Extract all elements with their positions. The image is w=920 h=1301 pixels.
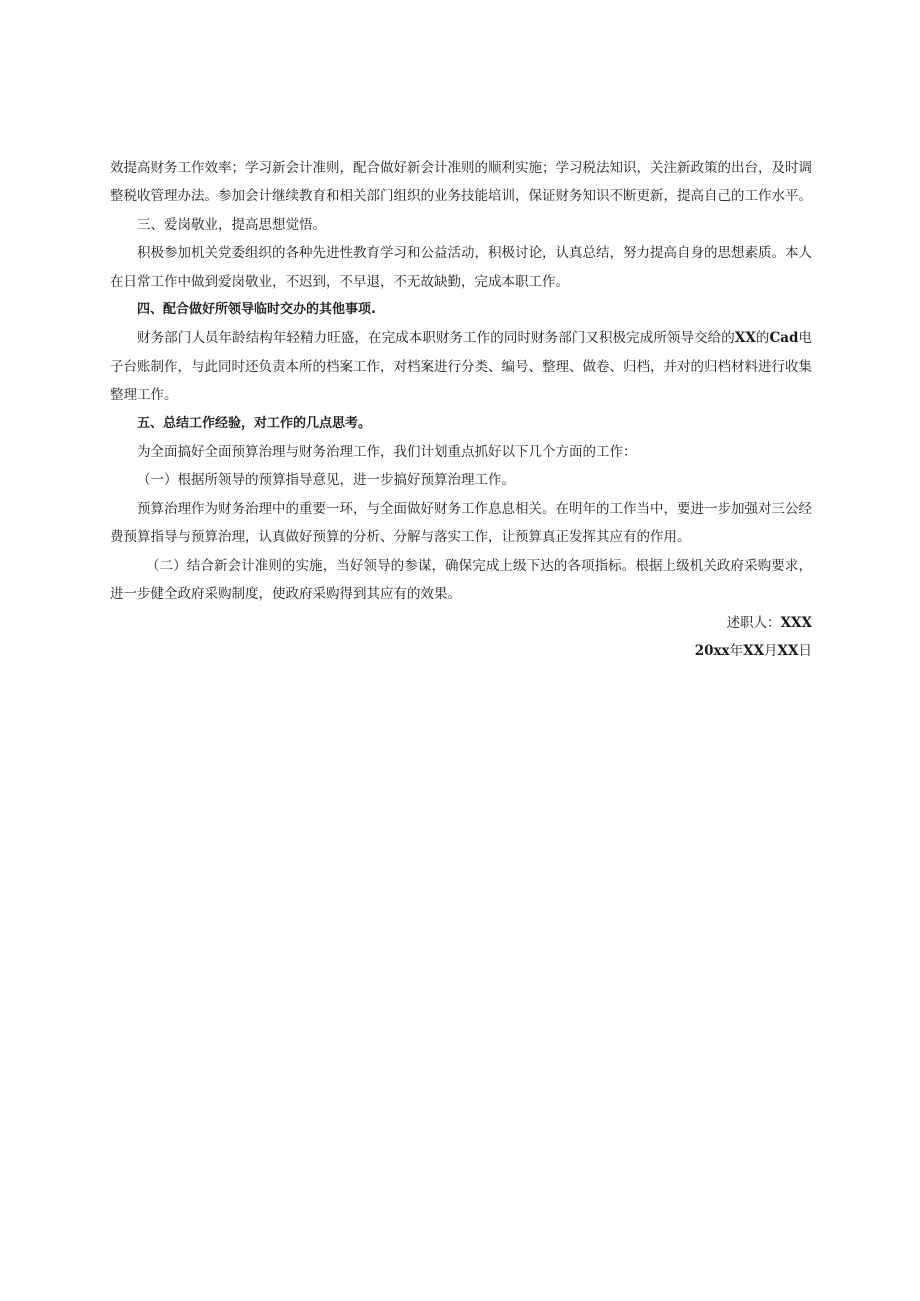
paragraph-dedication: 积极参加机关党委组织的各种先进性教育学习和公益活动，积极讨论，认真总结，努力提高自身的思想素质。本人在日常工作中做到爱岗敬业，不迟到，不早退，不无故缺勤，完成本职工作。 [110,245,812,290]
date-year-suffix: 年 [729,642,744,659]
signature-name: XXX [780,614,812,631]
paragraph-archives-cad: Cad [769,330,799,347]
paragraph-plan-item-2: （二）结合新会计准则的实施，当好领导的参谋，确保完成上级下达的各项指标。根据上级机关政府采购要求，进一步健全政府采购制度，使政府采购得到其应有的效果。 [110,557,812,603]
paragraph-plan-intro: 为全面搞好全面预算治理与财务治理工作，我们计划重点抓好以下几个方面的工作： [137,444,637,461]
paragraph-budget: 预算治理作为财务治理中的重要一环，与全面做好财务工作息息相关。在明年的工作当中，要进一步加强对三公经费预算指导与预算治理，认真做好预算的分析、分解与落实工作，让预算真正发挥其应有的作用。 [110,500,812,546]
date-line [110,637,812,665]
paragraph-archives-part-b: 的 [755,330,770,347]
date-month-suffix: 月 [764,642,778,659]
date-month: XX [743,642,765,659]
signature-line [110,609,812,637]
paragraph-study: 效提高财务工作效率；学习新会计准则，配合做好新会计准则的顺利实施；学习税法知识，关注新政策的出台，及时调整税收管理办法。参加会计继续教育和相关部门组织的业务技能培训，保证财务知识不断更新，提高自己的工作水平。 [110,160,812,205]
document-body [110,154,812,665]
paragraph-archives-part-a: 财务部门人员年龄结构年轻精力旺盛，在完成本职财务工作的同时财务部门又积极完成所领导交给的 [137,330,735,347]
heading-section-5: 五、总结工作经验，对工作的几点思考。 [137,415,372,431]
paragraph-archives [110,324,812,409]
paragraph-archives-xx: XX [734,330,756,347]
heading-section-4: 四、配合做好所领导临时交办的其他事项. [137,302,376,318]
date-day: XX [777,642,799,659]
heading-section-3: 三、爱岗敬业，提高思想觉悟。 [137,216,326,233]
paragraph-plan-item-1: （一）根据所领导的预算指导意见，进一步搞好预算治理工作。 [137,472,515,489]
date-day-suffix: 日 [798,642,812,659]
date-year: 20xx [694,642,730,659]
signature-label: 述职人： [726,614,781,631]
paragraph-archives-part-c: 电子台账制作，与此同时还负责本所的档案工作，对档案进行分类、编号、整理、做卷、归档，并对的归档材料进行收集整理工作。 [110,330,813,404]
